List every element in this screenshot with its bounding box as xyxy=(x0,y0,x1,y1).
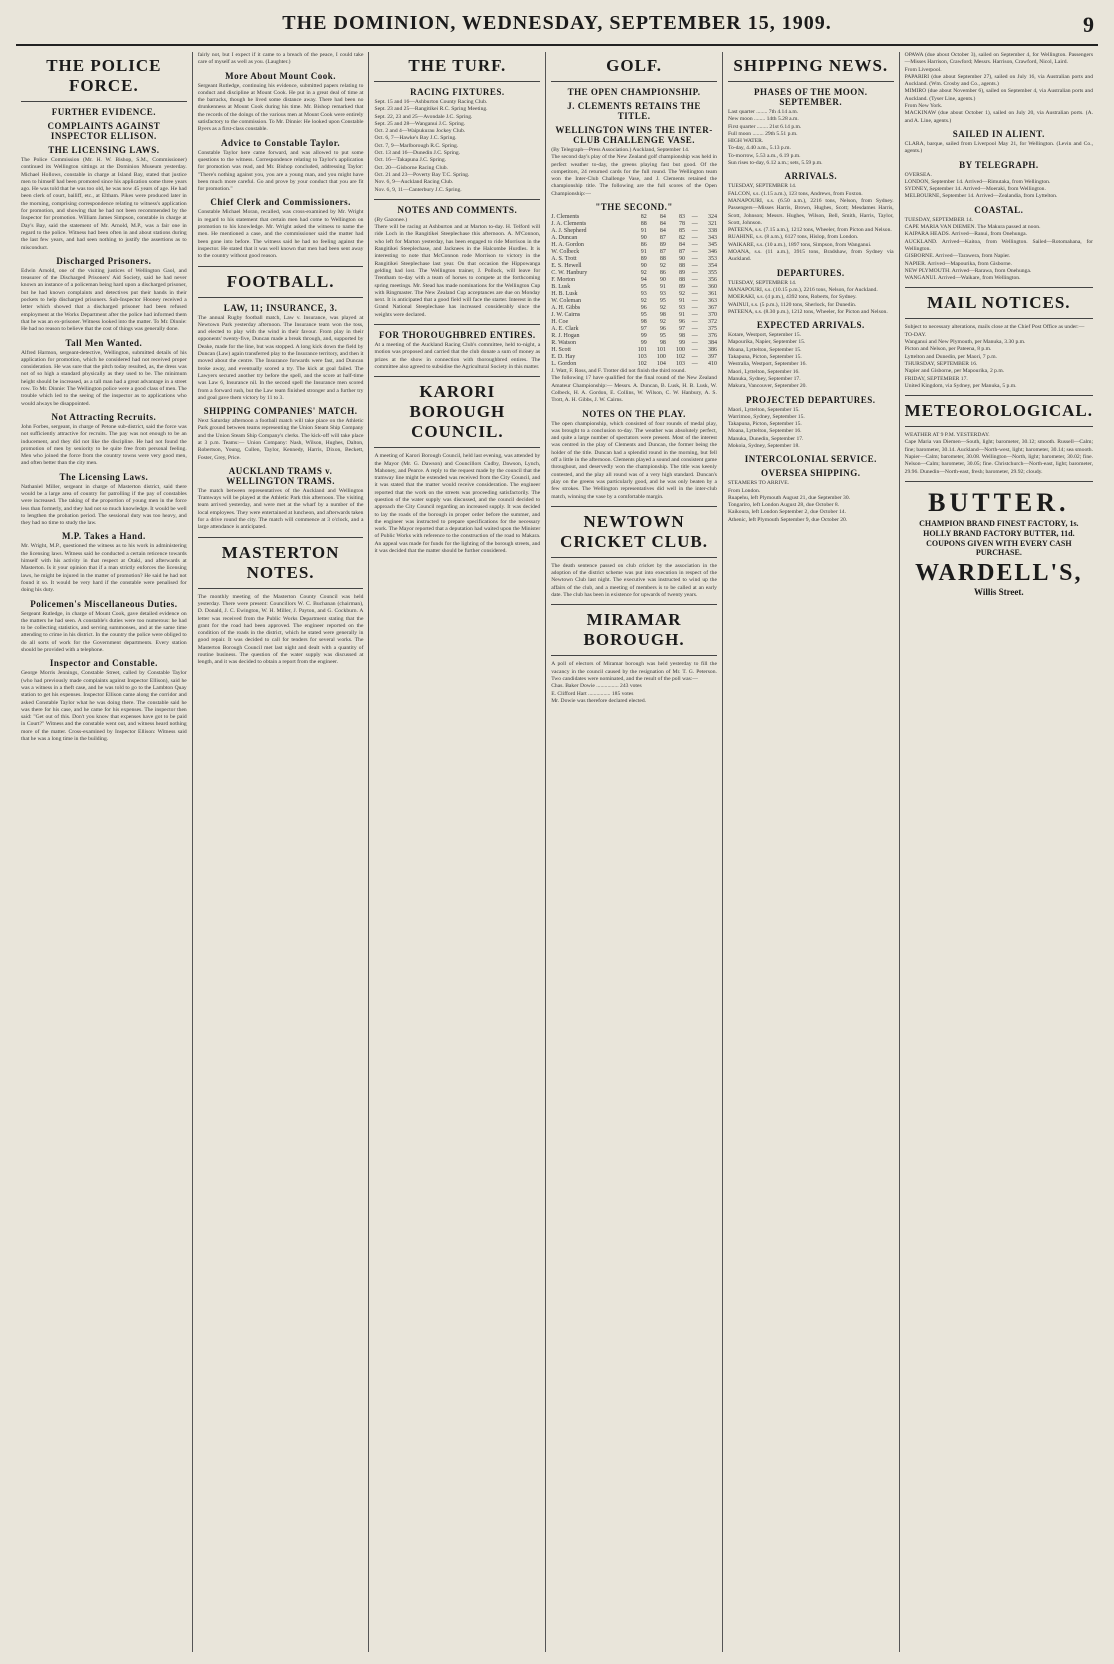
score-cell: 375 xyxy=(707,326,717,333)
article-text: The Police Commission (Mr. H. W. Bishop, S.M., Commissioner) continued its Wellington sittings at the Dominion Museum yesterday. Michael Hollows, constable in charge at Island Bay, stated that justice men to himself had been promoted since his application some three years ago. He was told that he was too old, he was now 45 years of age. He had been clerk of court, bailiff, etc., at Eltham. Pikes were produced later in the morning, comprising correspondence relating to witness's application for promotion, and showing that he had not been recommended by the Inspector for promotion. William James Simpson, constable in charge at Day's Bay, said the statement of Mr. Arnold, M.P., was a fair one in regard to the police. Witness had been often in and about stations during the last few years, and had seen nothing to justify the assertions as to misconduct. xyxy=(21,157,189,251)
score-cell: 386 xyxy=(707,347,717,354)
score-cell: 321 xyxy=(707,221,717,228)
score-cell: 93 xyxy=(640,291,647,298)
score-cell: 82 xyxy=(640,214,647,221)
score-cell: 82 xyxy=(679,235,686,242)
player-name: A. S. Trott xyxy=(551,256,577,263)
table-row xyxy=(551,333,717,340)
score-cell: 372 xyxy=(707,319,717,326)
score-cell: 86 xyxy=(640,242,647,249)
karori-headline: KARORI BOROUGH COUNCIL. xyxy=(409,382,506,442)
article-text: TUESDAY, SEPTEMBER 14. FALCON, s.s. (1.15 a.m.), 123 tons, Andrews, from Foxton. MANAPOURI, s.s. (6.50 a.m.), 2216 tons, Nelson, from Sydney. Passengers—Misses Harris, Brown, Hughes, Scott; Mesdames Harris, Scott, Johnson; Messrs. Hughes, Wilson, Bell, Smith, Harris, Taylor, Scott, Johnson. PATEENA, s.s. (7.15 a.m.), 1212 tons, Wheeler, from Picton and Nelson. RUAHINE, s.s. (8 a.m.), 6127 tons, Hislop, from London. WAIKARE, s.s. (10 a.m.), 1897 tons, Simpson, from Wanganui. MOANA, s.s. (11 a.m.), 3915 tons, Bradshaw, from Sydney via Auckland. xyxy=(727,183,894,263)
score-cell: 89 xyxy=(679,270,686,277)
score-cell: 92 xyxy=(659,305,666,312)
article-text: WEATHER AT 9 P.M. YESTERDAY. Cape Maria van Diemen—South, light; barometer, 30.12; smooth. Russell—Calm; fine; barometer, 30.14. Auckland—North-west, light; barometer, 30.14; sea smooth. Napier—Calm; barometer, 30.08. Wellington—North, light; barometer, 30.02; fine. Nelson—Calm; barometer, 30.05; fine. Christchurch—North-east, light; barometer, 29.96. Dunedin—North-east, fresh; barometer, 29.92; cloudy. xyxy=(904,432,1094,475)
player-name: E. S. Hewell xyxy=(551,263,582,270)
score-cell: 97 xyxy=(640,326,647,333)
player-name: J. W. Cairns xyxy=(551,312,581,319)
ad-line: COUPONS GIVEN WITH EVERY CASH PURCHASE. xyxy=(926,538,1072,557)
player-name: B. Lusk xyxy=(551,284,571,291)
article-text: Subject to necessary alterations, mails close at the Chief Post Office as under:— TO-DAY. Wanganui and New Plymouth, per Manuka, 3.30 p.m. Picton and Nelson, per Pateena, 8 p.m. Lyttelton and Dunedin, per Maori, 7 p.m. THURSDAY, SEPTEMBER 16. Napier and Gisborne, per Mapourika, 2 p.m. FRIDAY, SEPTEMBER 17. United Kingdom, via Sydney, per Manuka, 5 p.m. xyxy=(904,324,1085,389)
article-text: Alfred Harmon, sergeant-detective, Wellington, submitted details of his application for promotion, which he considered had not received proper consideration. He was sure that the pitch today resulted, as, the dress was not of so high a standard physically as they used to be. The minimum height should be increased, as a tall man had a great advantage in a street row. To Mr. Dinnie: The Wellington police were a good class of men. The trouble which led to the seeing of the inspector as to applications who would always be disappointed. xyxy=(21,349,189,407)
article-text: Mr. Wright, M.P., questioned the witness as to his work in administering the licensing laws. Witness said he conducted a certain reticence towards himself with his activity in that respect at Otaki, and afterwards at Masterton. Is it your opinion that if a man strictly enforces the licensing laws, he might be injured in the matter of promotion? He said he had not found it so. It would be very hard if the constable were penalised for doing his duty. xyxy=(21,543,189,594)
player-name: A. H. Gibbs xyxy=(551,305,581,312)
score-cell: — xyxy=(691,221,698,228)
article-text: OVERSEA. LONDON, September 14. Arrived—Rimutaka, from Wellington. SYDNEY, September 14. Arrived—Moeraki, from Wellington. MELBOURNE, September 14. Arrived—Zealandia, from Lyttelton. xyxy=(904,171,1058,200)
article-text: (By Gazonee.) There will be racing at Ashburton and at Marton to-day. H. Telford will ride Loch in the Rangitikei Steeplechase this afternoon. A. M'Connon, who left for Marton yesterday, has been engaged to ride Morrison in the Rangitikei Steeplechase, and Jacknees in the Halcombe Hurdles. It is interesting to note that McConnon rode Morrison to victory in the Rangitikei Steeplechase last year. On that occasion the Hippowanga gelding had lost. The Wellington trainer, J. Pollock, will leave for Trentham to-day with a team of horses to compete at the forthcoming spring meetings. Mr. Stead has made nominations for the Wellington Cup with Ringmaster. The New Zealand Cup acceptances are due on Monday next. It is anticipated that a good field will face the starter. Interest in the Grand National Steeplechase has increased considerably since the weights were declared. xyxy=(374,216,541,318)
score-cell: 88 xyxy=(659,256,666,263)
score-cell: 97 xyxy=(679,326,686,333)
article-text: The open championship, which consisted of four rounds of medal play, was brought to a conclusion to-day. The weather was absolutely perfect, and quite a large number of spectators were present. Most of the interest was centred in the play of Clements and Duncan, the former being the holder of the title. Duncan had a splendid round in the morning, but fell off a little in the afternoon. Clements played a sound and consistent game throughout, and deservedly won the championship. The title was keenly contested, and the play all round was of a very high standard. Duncan's play on the greens was particularly good, and he was only beaten by a few strokes. The Wellington representatives did well in the inter-club match, winning the vase by a comfortable margin. xyxy=(551,420,719,500)
score-cell: 370 xyxy=(707,312,717,319)
score-cell: 91 xyxy=(679,312,686,319)
divider xyxy=(198,588,364,589)
score-cell: 88 xyxy=(679,263,686,270)
divider xyxy=(198,297,364,298)
divider xyxy=(905,318,1093,319)
subheading: ARRIVALS. xyxy=(784,171,838,182)
score-cell: — xyxy=(691,291,698,298)
article-text: OPAWA (due about October 3), sailed on September 4, for Wellington. Passengers—Misses Harrison, Crawford; Messrs. Harrison, Crawford, Nicol, Laird. From Liverpool. PAPARIRI (due about September 27), sailed on July 16, via Australian ports and Auckland. (Wm. Crosby and Co., agents.) MIMIRO (due about November 6), sailed on September 4, via Australian ports and Auckland. (Tyser Line, agents.) From New York. MACKINAW (due about October 1), sailed on July 20, via Australian ports. (A. and A. Line, agents.) xyxy=(904,52,1094,124)
player-name: H. B. Lusk xyxy=(551,291,578,298)
subheading: The Licensing Laws. xyxy=(59,471,149,482)
score-cell: 84 xyxy=(659,228,666,235)
score-cell: — xyxy=(691,361,698,368)
score-cell: 98 xyxy=(659,312,666,319)
table-row xyxy=(551,298,717,305)
page-number: 9 xyxy=(1083,12,1094,37)
butter-advertisement xyxy=(905,488,1093,597)
subheading: INTERCOLONIAL SERVICE. xyxy=(744,454,877,465)
score-cell: 88 xyxy=(640,221,647,228)
article-text: Last quarter ........ 7th 4.14 a.m. New moon ........ 14th 5.28 a.m. First quarter ........ 21st 6.14 p.m. Full moon ........ 29th 5.51 p.m. HIGH WATER. To-day, 4.40 a.m., 5.13 p.m. To-morrow, 5.53 a.m., 6.19 p.m. Sun rises to-day, 6.12 a.m.; sets, 5.59 p.m. xyxy=(727,109,823,167)
score-cell: 88 xyxy=(679,277,686,284)
column-1 xyxy=(16,52,193,1652)
article-text: The death sentence passed on club cricket by the association in the adoption of the district scheme was put into execution in respect of the Newtown Club last night. The executive was instructed to wind up the affairs of the club, and a meeting of members is to be called at an early date. The club has been in existence for upwards of twenty years. xyxy=(551,562,719,599)
mail-notices-headline: MAIL NOTICES. xyxy=(927,293,1071,313)
divider xyxy=(551,81,717,82)
score-cell: 354 xyxy=(707,263,717,270)
police-force-headline: THE POLICE FORCE. xyxy=(46,56,162,95)
table-row xyxy=(551,256,717,263)
score-cell: 98 xyxy=(640,319,647,326)
score-cell: — xyxy=(691,242,698,249)
masthead xyxy=(16,10,1098,46)
cricket-headline: NEWTOWN CRICKET CLUB. xyxy=(560,511,708,551)
score-cell: — xyxy=(691,263,698,270)
score-cell: 101 xyxy=(637,347,647,354)
subheading: WELLINGTON WINS THE INTER-CLUB CHALLENGE VASE. xyxy=(555,125,713,145)
column-4 xyxy=(546,52,723,1652)
player-name: W. Coleman xyxy=(551,298,581,305)
table-row xyxy=(551,228,717,235)
table-row xyxy=(551,242,717,249)
subheading: Chief Clerk and Commissioners. xyxy=(210,197,351,208)
score-cell: — xyxy=(691,228,698,235)
article-text: (By Telegraph—Press Association.) Auckland, September 14. The second day's play of the New Zealand golf championship was held in perfect weather to-day, the greens playing fast but good. Of the competitors, 24 returned cards for the full round. The Wellington team won the Inter-Club Challenge Vase, and J. Clements retained the championship title. The following are the full scores of the Open Championship:— xyxy=(551,147,717,197)
table-row xyxy=(551,235,717,242)
divider xyxy=(551,604,717,605)
player-name: R. Watson xyxy=(551,340,576,347)
score-cell: 93 xyxy=(679,305,686,312)
table-row xyxy=(551,340,717,347)
ad-line: HOLLY BRAND FACTORY BUTTER, 11d. xyxy=(923,528,1075,538)
subheading: More About Mount Cook. xyxy=(225,70,337,81)
subheading: Discharged Prisoners. xyxy=(56,255,152,266)
score-cell: 367 xyxy=(707,305,717,312)
score-cell: — xyxy=(691,249,698,256)
article-text: Next Saturday afternoon a football match will take place on the Athletic Park ground between teams representing the Union Steam Ship Company and the Union Steam Ship Company's clerks. The kick-off will take place at 3 p.m. Teams:— Union Company: Nash, Wilson, Hughes, Dalton, Robertson, Young, Cullen, Taylor, Kennedy, Harris, Dixon, Beckett, Foster, Grey, Price. xyxy=(197,418,365,461)
score-cell: 360 xyxy=(707,284,717,291)
score-cell: 92 xyxy=(640,298,647,305)
score-cell: 89 xyxy=(659,242,666,249)
miramar-headline: MIRAMAR BOROUGH. xyxy=(583,610,685,650)
score-cell: 99 xyxy=(679,340,686,347)
turf-headline: THE TURF. xyxy=(408,56,507,75)
article-text: Sept. 15 and 16—Ashburton County Racing Club. Sept. 23 and 25—Rangitikei R.C. Spring Meeting. Sept. 22, 23 and 25—Avondale J.C. Spring. Sept. 25 and 28—Wanganui J.C. Spring. Oct. 2 and 4—Waipukurau Jockey Club. Oct. 6, 7—Hawke's Bay J.C. Spring. Oct. 7, 9—Marlborough R.C. Spring. Oct. 13 and 16—Dunedin J.C. Spring. Oct. 16—Takapuna J.C. Spring. Oct. 20—Gisborne Racing Club. Oct. 21 and 23—Poverty Bay T.C. Spring. Nov. 6, 9—Auckland Racing Club. Nov. 6, 9, 11—Canterbury J.C. Spring. xyxy=(374,99,488,193)
score-cell: — xyxy=(691,312,698,319)
player-name: H. A. Gordon xyxy=(551,242,584,249)
article-text: Sergeant Rutledge, in charge of Mount Cook, gave detailed evidence on the matters he had seen. A constable's duties were too numerous: he had to be collecting statistics, and serving summonses, and at the same time attending to crime in his district. In the country the police were obliged to do all sorts of work for the Government departments. Every station should be provided with a telephone. xyxy=(21,610,189,654)
score-cell: — xyxy=(691,298,698,305)
score-cell: 356 xyxy=(707,277,717,284)
subheading: NOTES AND COMMENTS. xyxy=(397,204,518,215)
score-cell: 87 xyxy=(659,235,666,242)
score-cell: — xyxy=(691,347,698,354)
table-row xyxy=(551,214,717,221)
divider xyxy=(551,655,717,656)
divider xyxy=(551,557,717,558)
divider xyxy=(728,81,894,82)
divider xyxy=(905,395,1093,396)
score-cell: — xyxy=(691,340,698,347)
subheading: OVERSEA SHIPPING. xyxy=(761,468,861,479)
score-cell: 98 xyxy=(659,340,666,347)
score-cell: 410 xyxy=(707,361,717,368)
table-row xyxy=(551,319,717,326)
column-2 xyxy=(193,52,370,1652)
score-cell: 92 xyxy=(679,291,686,298)
subheading: BY TELEGRAPH. xyxy=(959,159,1039,170)
ad-brand: WARDELL'S, xyxy=(915,559,1083,586)
score-cell: — xyxy=(691,354,698,361)
score-cell: 91 xyxy=(679,298,686,305)
subheading: COASTAL. xyxy=(974,204,1024,215)
ad-line: CHAMPION BRAND FINEST FACTORY, 1s. xyxy=(919,518,1079,528)
article-text: CLARA, barque, sailed from Liverpool May 21, for Wellington. (Levin and Co., agents.) xyxy=(904,140,1095,155)
score-cell: 353 xyxy=(707,256,717,263)
score-cell: 345 xyxy=(707,242,717,249)
score-cell: 87 xyxy=(679,249,686,256)
score-cell: 376 xyxy=(707,333,717,340)
score-cell: 90 xyxy=(640,235,647,242)
column-5 xyxy=(723,52,900,1652)
divider xyxy=(198,537,364,538)
score-cell: 100 xyxy=(676,347,686,354)
player-name: A. J. Shepherd xyxy=(551,228,587,235)
article-text: Sergeant Rutledge, continuing his evidence, submitted papers relating to conduct and discipline at Mount Cook. He put in a great deal of time at the barracks, though he lived some distance away. There had been no drunkenness at Mount Cook during his time. Mr. Bishop remarked that the records of the doings of the various men at Mount Cook were entirely satisfactory to the commission. To Mr. Dinnie: He looked upon Constable Byers as a first-class constable. xyxy=(197,82,365,133)
article-text: J. Watt, F. Ross, and F. Trotter did not finish the third round. The following 17 have qualified for the final round of the New Zealand Amateur Championship:— Messrs. A. Duncan, B. Lusk, H. B. Lusk, W. Colbeck, H. A. Gordon, E. Collins, W. Wilson, C. W. Hanbury, A. S. Trott, A. H. Gibbs, J. W. Cairns. xyxy=(551,368,717,404)
masthead-title: THE DOMINION, WEDNESDAY, SEPTEMBER 15, 1909. xyxy=(282,12,832,34)
player-name: R. J. Hogan xyxy=(551,333,580,340)
subheading: PROJECTED DEPARTURES. xyxy=(746,394,876,405)
score-cell: 346 xyxy=(707,249,717,256)
subheading: AUCKLAND TRAMS v. WELLINGTON TRAMS. xyxy=(226,465,335,486)
divider xyxy=(374,376,540,377)
divider xyxy=(905,287,1093,288)
article-text: The annual Rugby football match, Law v. Insurance, was played at Newtown Park yesterday afternoon. The Insurance team won the toss, and elected to play with the wind in their favour. From play in their opponents' twenty-five, Duncan made a break through, and, supported by Deake, made for the line, but was stopped. A long kick down the field by Duncan (Law) again transferred play to the Insurance territory, and then it moved about the centre. The Insurance forwards were fast, and Duncan broke away, and eventually scored a try. The kick at goal failed. The Lawyers secured another try before the spell, and the score at half-time was Law 6, Insurance nil. In the second spell the Insurance men scored from a forward rush, but the Law team finished stronger and a further try and goal gave them victory by 11 to 3. xyxy=(197,314,365,401)
player-name: A. Duncan xyxy=(551,235,578,242)
score-cell: — xyxy=(691,277,698,284)
subheading: THE LICENSING LAWS. xyxy=(48,145,160,155)
score-cell: 91 xyxy=(640,249,647,256)
subheading: LAW, 11; INSURANCE, 3. xyxy=(223,302,338,313)
score-cell: 338 xyxy=(707,228,717,235)
article-text: STEAMERS TO ARRIVE. From London. Ruapehu, left Plymouth August 21, due September 30. Tongariro, left London August 28, due October 8. Kaikoura, left London September 2, due October 14. Athenic, left Plymouth September 9, due October 20. xyxy=(727,480,851,523)
masterton-notes-headline: MASTERTON NOTES. xyxy=(221,542,340,582)
score-cell: 102 xyxy=(676,354,686,361)
golf-headline: GOLF. xyxy=(606,56,662,75)
divider xyxy=(905,426,1093,427)
article-text: Nathaniel Miller, sergeant in charge of Masterton district, said there would be a large area of country for patrolling if the pay of constables were increased. The taking of the proportion of young men in the force less than formerly, and they had not so much knowledge. It would be well to lengthen the probation period. The sessional duty was too heavy, and they had no time to study the law. xyxy=(21,483,189,527)
column-3 xyxy=(369,52,546,1652)
score-cell: 361 xyxy=(707,291,717,298)
score-cell: 397 xyxy=(707,354,717,361)
article-text: Kotare, Westport, September 15. Mapourika, Napier, September 15. Moana, Lyttelton, September 15. Takapuna, Picton, September 15. Westralia, Westport, September 16. Maori, Lyttelton, September 16. Manuka, Sydney, September 17. Makura, Vancouver, September 20. xyxy=(727,332,807,390)
subheading: DEPARTURES. xyxy=(776,267,845,278)
score-cell: 90 xyxy=(659,277,666,284)
score-cell: — xyxy=(691,333,698,340)
score-cell: 92 xyxy=(659,263,666,270)
article-text: Constable Taylor here came forward, and was allowed to put some questions to the witness. Correspondence relating to Taylor's application for promotion was read, and Mr. Bishop concluded, addressing Taylor: "There's nothing against you, you are a young man, and you might have been much more careful. Go and prove by your conduct that you are fit for promotion." xyxy=(197,149,365,193)
score-cell: 89 xyxy=(679,284,686,291)
score-cell: 103 xyxy=(637,354,647,361)
divider xyxy=(374,199,540,200)
score-cell: 95 xyxy=(659,298,666,305)
football-headline: FOOTBALL. xyxy=(226,271,335,291)
score-cell: — xyxy=(691,214,698,221)
shipping-headline: SHIPPING NEWS. xyxy=(733,56,889,75)
score-cell: 85 xyxy=(679,228,686,235)
columns xyxy=(16,52,1098,1652)
subheading: THE OPEN CHAMPIONSHIP. xyxy=(567,87,701,97)
score-cell: 91 xyxy=(659,284,666,291)
score-cell: 99 xyxy=(640,333,647,340)
divider xyxy=(374,81,540,82)
player-name: A. E. Clark xyxy=(551,326,579,333)
subheading: Not Attracting Recruits. xyxy=(51,411,157,422)
player-name: J. Clements xyxy=(551,214,580,221)
table-row xyxy=(551,249,717,256)
score-cell: 91 xyxy=(640,228,647,235)
score-cell: — xyxy=(691,284,698,291)
score-cell: 92 xyxy=(659,319,666,326)
article-text: George Morris Jennings, Constable Street, called by Constable Taylor (who had previously made complaints against Inspector Ellison), said he was a witness in a theft case, and he was told to go to the Lambton Quay station to get his expenses. Inspector Ellison came along the corridor and asked Constable Taylor what he was doing there. The constable said he was there for his case, and he came for his expenses. The inspector then said: "Get out of this. Don't you know that expenses have got to be paid in Court?" Witness and the constable went out, and witness heard nothing more of the matter. Cross-examined by Inspector Ellison: Witness said that he was a long time in the building. xyxy=(21,670,189,742)
score-cell: — xyxy=(691,319,698,326)
score-table xyxy=(551,214,717,368)
table-row xyxy=(551,312,717,319)
table-row xyxy=(551,277,717,284)
divider xyxy=(198,266,364,267)
subheading: SAILED IN ALIENT. xyxy=(952,128,1045,139)
player-name: J. A. Clements xyxy=(551,221,587,228)
score-cell: 96 xyxy=(640,305,647,312)
subheading: COMPLAINTS AGAINST INSPECTOR ELLISON. xyxy=(47,121,161,141)
ad-title: BUTTER. xyxy=(928,487,1070,517)
score-cell: — xyxy=(691,305,698,312)
subheading: "THE SECOND." xyxy=(595,202,673,213)
subheading: J. CLEMENTS RETAINS THE TITLE. xyxy=(567,101,701,121)
divider xyxy=(551,506,717,507)
score-cell: 94 xyxy=(640,277,647,284)
divider xyxy=(374,324,540,325)
score-cell: 87 xyxy=(659,249,666,256)
article-text: Edwin Arnold, one of the visiting justices of Wellington Gaol, and treasurer of the Discharged Prisoners' Aid Society, said he had never known an instance of a policeman being hard upon a discharged prisoner, but he had known complaints and detectives put their hands in their pockets to help discharged prisoners. Sub-Inspector Hooney received a letter which showed that a discharged prisoner had been refused employment at the Works Department after the police had informed them that he was an ex-prisoner. Witness looked into the matter. To Mr. Dinnie: He had no reason to believe that the cost of things was generally done. xyxy=(21,267,189,333)
score-cell: 83 xyxy=(679,214,686,221)
score-cell: — xyxy=(691,256,698,263)
article-text: Maori, Lyttelton, September 15. Warrimoo, Sydney, September 15. Takapuna, Picton, September 15. Moana, Lyttelton, September 16. Manuka, Dunedin, September 17. Mokoia, Sydney, September 18. xyxy=(727,406,805,449)
table-row xyxy=(551,270,717,277)
score-cell: 90 xyxy=(679,256,686,263)
table-row xyxy=(551,221,717,228)
player-name: H. Scott xyxy=(551,347,571,354)
subheading: M.P. Takes a Hand. xyxy=(62,531,146,542)
score-cell: 101 xyxy=(656,347,666,354)
score-cell: 103 xyxy=(676,361,686,368)
subheading: Inspector and Constable. xyxy=(49,658,158,669)
score-cell: 89 xyxy=(640,256,647,263)
subheading: EXPECTED ARRIVALS. xyxy=(756,320,865,331)
subheading: Advice to Constable Taylor. xyxy=(221,137,341,148)
subheading: Policemen's Miscellaneous Duties. xyxy=(30,598,178,609)
score-cell: 95 xyxy=(659,333,666,340)
table-row xyxy=(551,284,717,291)
article-text: The monthly meeting of the Masterton County Council was held yesterday. There were present: Councillors W. C. Buchanan (chairman), D. Donald, J. C. Ewington, W. H. Miller, J. Payton, and G. Cockburn. A letter was received from the Public Works Department stating that the grant for the road had been approved. The engineer reported on the condition of the roads in the district, which he stated were generally in good repair. It was decided to call for tenders for several works. The Masterton Borough Council met last night and dealt with a quantity of routine business. The question of the water supply was discussed at length, and it was decided to obtain a report from the engineer. xyxy=(197,593,365,666)
score-cell: 95 xyxy=(640,284,647,291)
score-cell: 93 xyxy=(659,291,666,298)
score-cell: 343 xyxy=(707,235,717,242)
score-cell: 95 xyxy=(640,312,647,319)
article-text: The match between representatives of the Auckland and Wellington Tramways will be played at the Athletic Park this afternoon. The visiting team arrived yesterday, and were met at the wharf by a number of the local employees. They were entertained at luncheon, and afterwards taken for a drive round the city. The match will commence at 3 o'clock, and a large attendance is anticipated. xyxy=(197,487,365,531)
player-name: H. Coe xyxy=(551,319,569,326)
player-name: L. Gordon xyxy=(551,361,577,368)
player-name: C. W. Hanbury xyxy=(551,270,588,277)
column-6 xyxy=(900,52,1098,1652)
table-row xyxy=(551,326,717,333)
player-name: W. Colbeck xyxy=(551,249,580,256)
score-cell: 78 xyxy=(679,221,686,228)
table-row xyxy=(551,263,717,270)
score-cell: 100 xyxy=(656,354,666,361)
score-cell: 99 xyxy=(640,340,647,347)
score-cell: — xyxy=(691,326,698,333)
score-cell: 96 xyxy=(679,319,686,326)
score-cell: 92 xyxy=(640,270,647,277)
score-cell: 324 xyxy=(707,214,717,221)
article-text: A poll of electors of Miramar borough was held yesterday to fill the vacancy in the council caused by the resignation of Mr. T. G. Peterson. Two candidates were nominated, and the result of the poll was:— Chas. Baker Dowie ................ 243 votes E. Clifford Hart ................ 185 votes Mr. Dowie was therefore declared elected. xyxy=(551,661,717,704)
score-cell: 96 xyxy=(659,326,666,333)
score-cell: 84 xyxy=(659,221,666,228)
score-cell: 86 xyxy=(659,270,666,277)
subheading: RACING FIXTURES. xyxy=(410,87,505,97)
score-cell: 363 xyxy=(707,298,717,305)
meteorological-headline: METEOROLOGICAL. xyxy=(904,401,1094,421)
score-cell: — xyxy=(691,270,698,277)
subheading: PHASES OF THE MOON. SEPTEMBER. xyxy=(754,87,868,107)
article-text: Constable Michael Moran, recalled, was cross-examined by Mr. Wright in regard to his statement that certain men had come to Wellington on promotion to his knowledge. Mr. Wright asked the witness to name the men. He mentioned a case, and the commissioner said the matter had been gone into before. The witness said he had no feeling against the inspector. He stated that it was well known that men had been sent away to the country without good reason. xyxy=(197,209,365,260)
subheading: FURTHER EVIDENCE. xyxy=(51,107,156,117)
divider xyxy=(905,481,1093,482)
article-text: TUESDAY, SEPTEMBER 14. CAPE MARIA VAN DIEMEN. The Makura passed at noon. KAIPARA HEADS. Arrived—Ranui, from Onehunga. AUCKLAND. Arrived—Kaitoa, from Wellington. Sailed—Rotomahana, for Wellington. GISBORNE. Arrived—Tarawera, from Napier. NAPIER. Arrived—Mapourika, from Gisborne. NEW PLYMOUTH. Arrived—Rarawa, from Onehunga. WANGANUI. Arrived—Waikare, from Wellington. xyxy=(904,216,1094,282)
score-cell: 102 xyxy=(637,361,647,368)
article-text: At a meeting of the Auckland Racing Club's committee, held to-night, a motion was proposed and carried that the club donate a sum of money as prizes at the show in connection with thoroughbred entires. The committee also agreed to subsidise the Agricultural Society in this matter. xyxy=(374,342,542,370)
score-cell: 84 xyxy=(659,214,666,221)
player-name: F. Morton xyxy=(551,277,576,284)
article-text: TUESDAY, SEPTEMBER 14. MANAPOURI, s.s. (10.15 p.m.), 2216 tons, Nelson, for Auckland. MOERAKI, s.s. (4 p.m.), 4392 tons, Roberts, for Sydney. WAINUI, s.s. (5 p.m.), 1120 tons, Sherlock, for Dunedin. PATEENA, s.s. (8.30 p.m.), 1212 tons, Wheeler, for Picton and Nelson. xyxy=(727,279,888,315)
subheading: NOTES ON THE PLAY. xyxy=(582,408,686,419)
score-cell: 355 xyxy=(707,270,717,277)
table-row xyxy=(551,354,717,361)
subheading: Tall Men Wanted. xyxy=(65,337,143,348)
score-cell: 84 xyxy=(679,242,686,249)
subheading: SHIPPING COMPANIES' MATCH. xyxy=(203,406,358,417)
article-text: John Forbes, sergeant, in charge of Petone sub-district, said the force was not sufficiently attractive for recruits. The pay was not enough to be an inducement, and they did not like the discipline. He had not found the promotion of men by seniority to be quite free from personal feeling. Men who joined the force from the country towns were very good men, and often better than the city men. xyxy=(21,423,189,467)
table-row xyxy=(551,305,717,312)
player-name: E. D. Hay xyxy=(551,354,576,361)
ad-street: Willis Street. xyxy=(974,586,1024,597)
score-cell: 104 xyxy=(656,361,666,368)
article-text: A meeting of Karori Borough Council, held last evening, was attended by the Mayor (Mr. G. Dawson) and Councillors Cudby, Dawson, Lynch, Mahoney, and Pearce. A reply to the request made by the council that the tramway line might be extended was received from the City Council, and it was stated that the matter would receive consideration. The engineer reported that the work on the streets was proceeding satisfactorily. The question of the water supply was discussed, and the council decided to approach the City Council regarding an increased supply. It was decided to lay the roads of the borough in proper order before the summer, and the engineer was instructed to prepare specifications for the necessary work. The Mayor reported that a deputation had waited upon the Minister of Public Works with reference to the construction of the road to Makara. An appeal was made for funds for the lighting of the borough streets, and it was decided that the matter should be further considered. xyxy=(374,453,542,555)
table-row xyxy=(551,347,717,354)
article-text: fairly not, but I expect if it came to a breach of the peace, I could take care of myself as well as you. (Laughter.) xyxy=(197,52,365,66)
score-cell: 384 xyxy=(707,340,717,347)
score-cell: 90 xyxy=(640,263,647,270)
score-cell: — xyxy=(691,235,698,242)
divider xyxy=(374,447,540,448)
table-row xyxy=(551,291,717,298)
subheading: FOR THOROUGHBRED ENTIRES. xyxy=(379,330,536,341)
score-cell: 98 xyxy=(679,333,686,340)
divider xyxy=(21,101,187,102)
